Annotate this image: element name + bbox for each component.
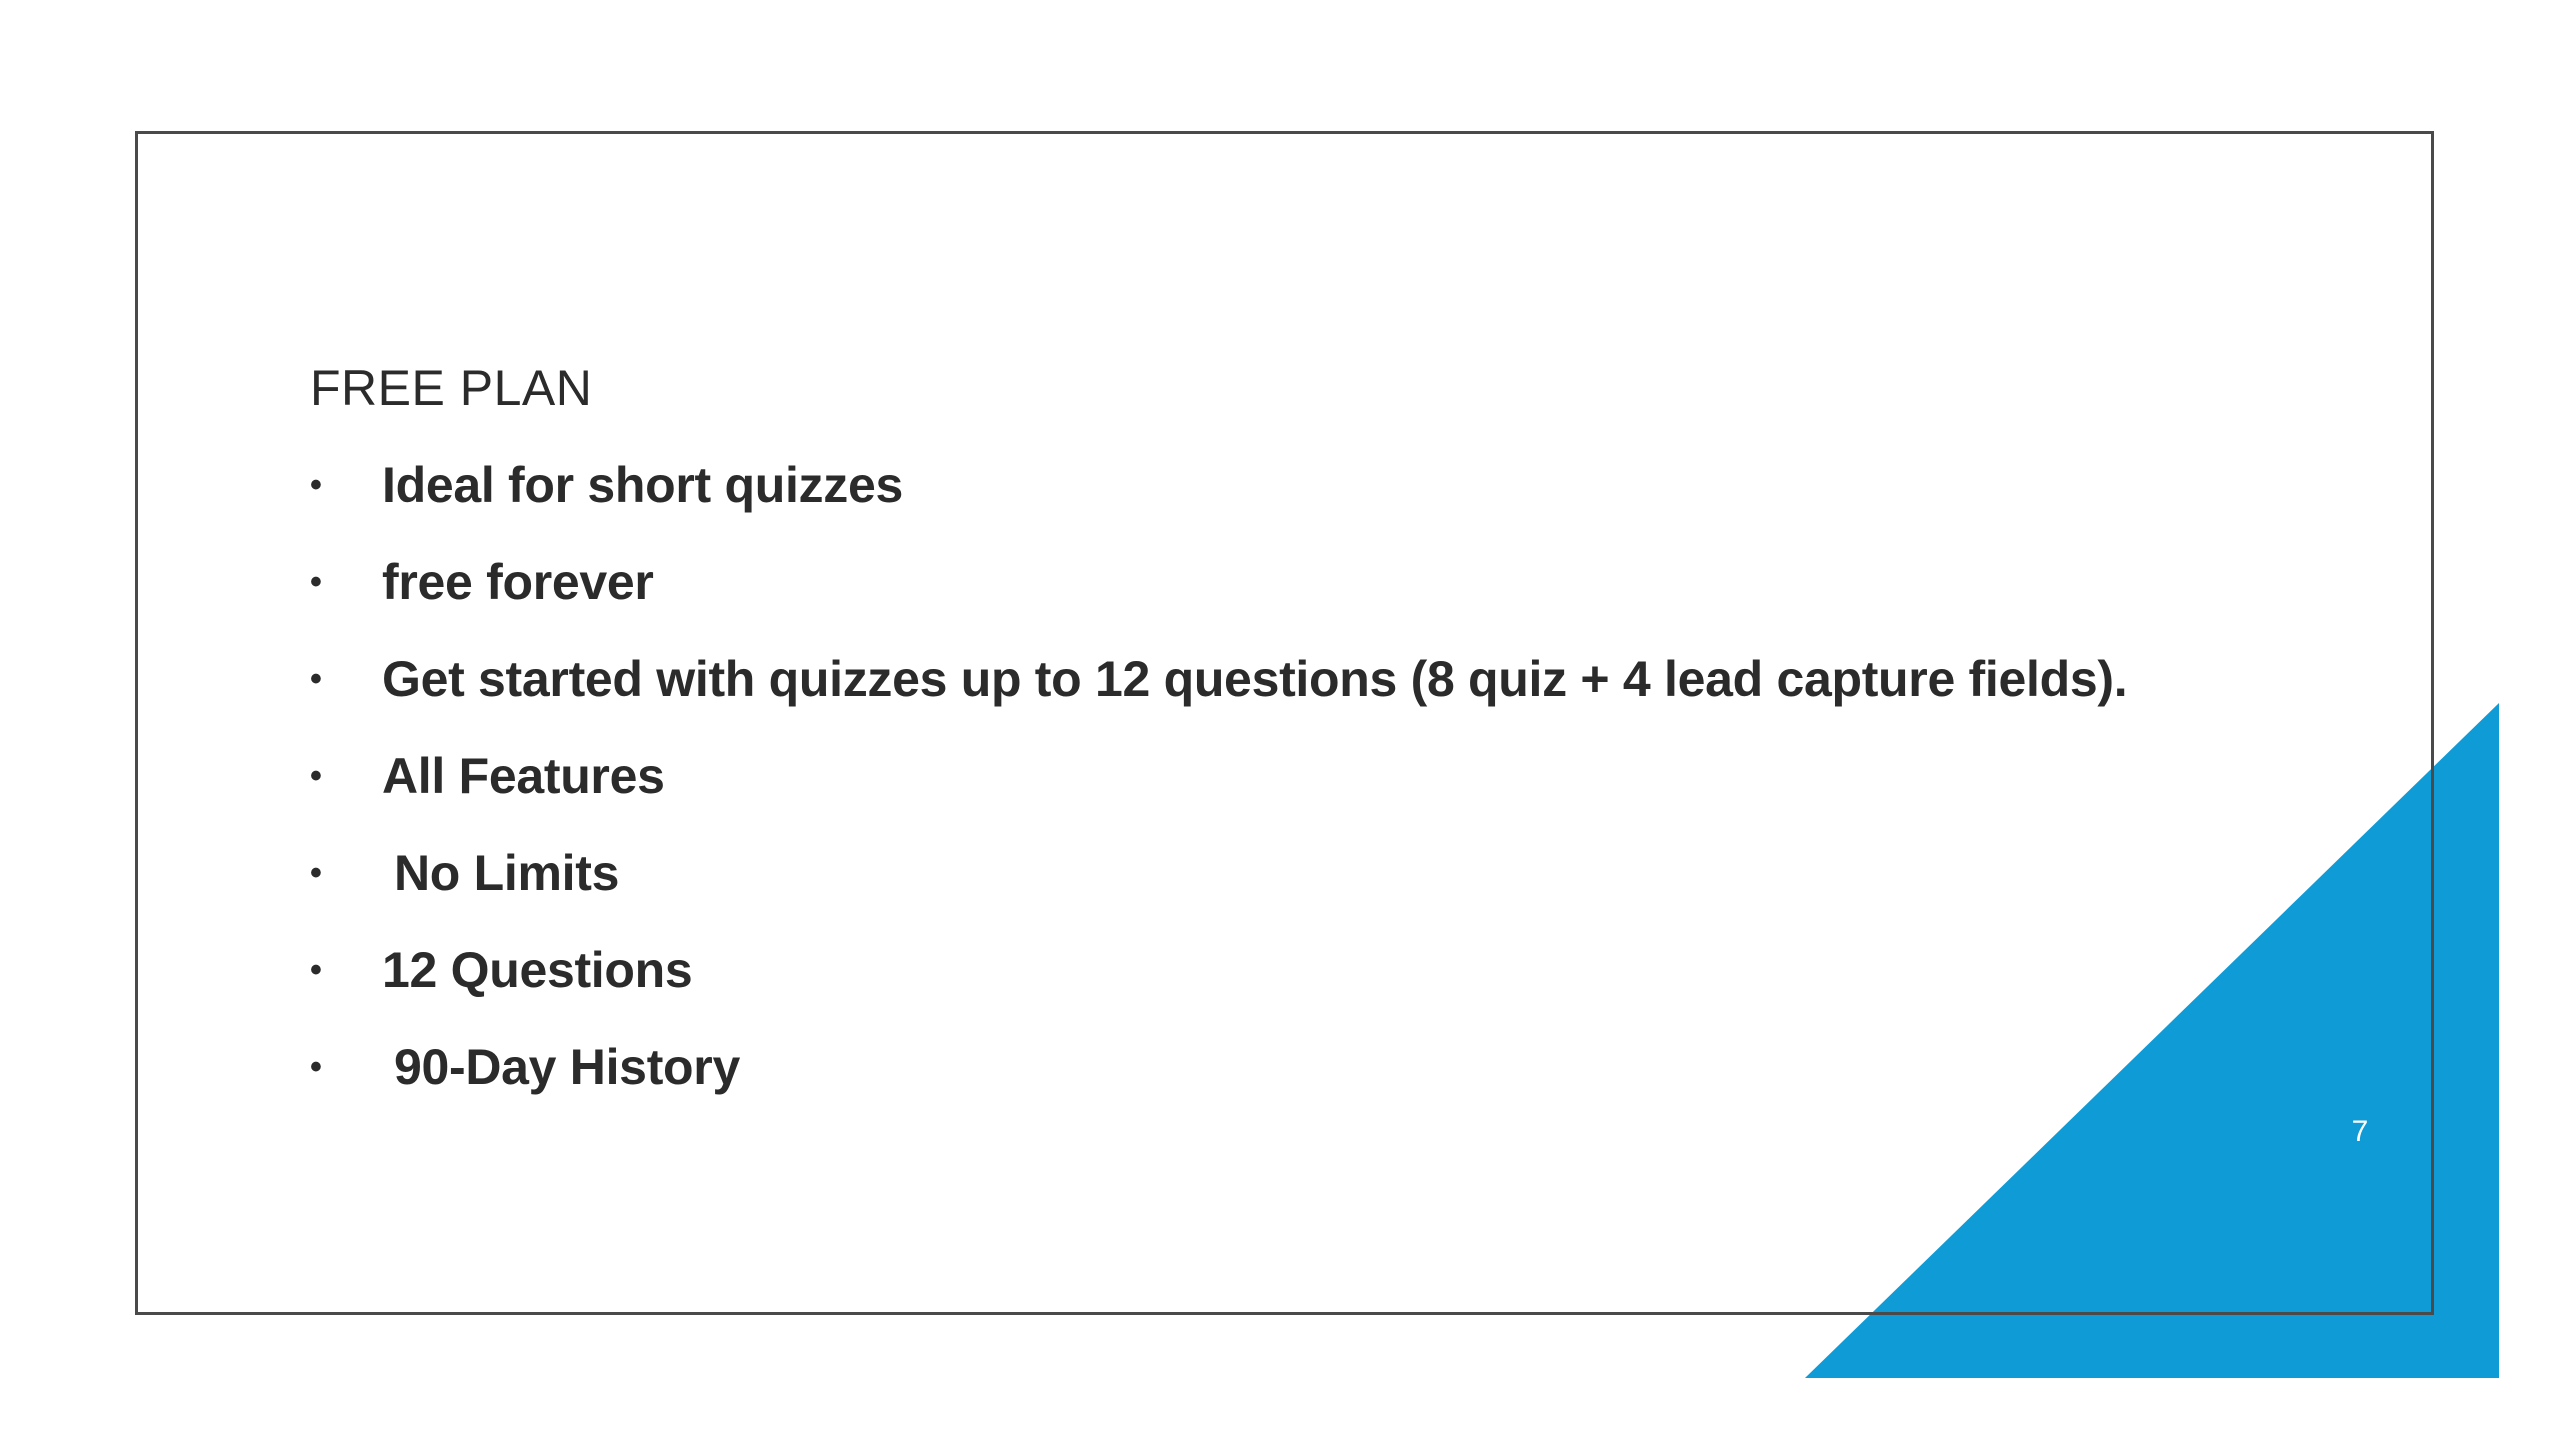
feature-item xyxy=(310,840,2310,906)
plan-title: FREE PLAN xyxy=(310,360,593,416)
feature-text: Get started with quizzes up to 12 questions (8 quiz + 4 lead capture fields). xyxy=(382,651,2128,707)
slide-content xyxy=(310,355,2310,1131)
slide-number: 7 xyxy=(2351,1115,2369,1148)
feature-item xyxy=(310,743,2310,809)
bullet-icon: • xyxy=(310,854,322,892)
feature-text: All Features xyxy=(382,748,665,804)
bullet-icon: • xyxy=(310,660,322,698)
feature-item xyxy=(310,452,2310,518)
feature-text: free forever xyxy=(382,554,654,610)
feature-text: 90-Day History xyxy=(394,1039,740,1095)
feature-item xyxy=(310,549,2310,615)
bullet-icon: • xyxy=(310,563,322,601)
feature-text: No Limits xyxy=(394,845,620,901)
feature-text: 12 Questions xyxy=(382,942,693,998)
bullet-icon: • xyxy=(310,1048,322,1086)
bullet-icon: • xyxy=(310,951,322,989)
bullet-icon: • xyxy=(310,466,322,504)
feature-item xyxy=(310,646,2310,712)
feature-item xyxy=(310,937,2310,1003)
feature-text: Ideal for short quizzes xyxy=(382,457,903,513)
bullet-icon: • xyxy=(310,757,322,795)
feature-item xyxy=(310,1034,2310,1100)
feature-list xyxy=(310,452,2310,1100)
